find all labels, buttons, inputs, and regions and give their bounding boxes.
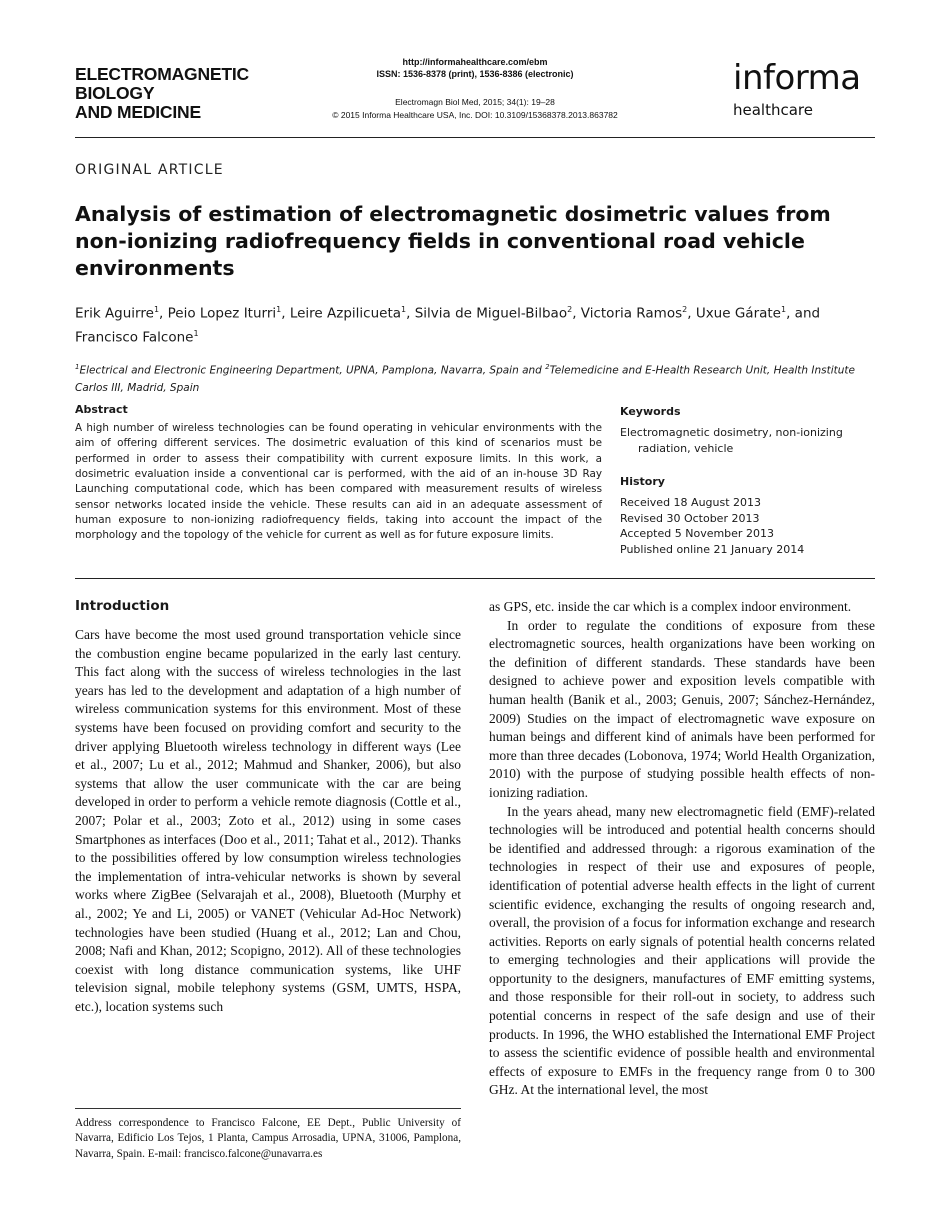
author-list: Erik Aguirre$^1$, Peio Lopez Iturri$^1$, Leire Azpilicueta$^1$, Silvia de Miguel-Bilbao$^2$, Victoria Ramos$^2$, Uxue Gárate$^1$, and Francisco Falcone$^1$ [75, 305, 821, 345]
author-name: Erik Aguirre [75, 305, 154, 322]
history-item: Revised 30 October 2013 [620, 511, 760, 525]
author-name: Uxue Gárate [695, 305, 781, 322]
footnote-divider [75, 1108, 461, 1109]
history-item: Accepted 5 November 2013 [620, 527, 774, 540]
body-paragraph: Cars have become the most used ground transportation vehicle since the combustion engine became popularized in the early last century. This fact along with the success of wireless technologies in the last years has led to the development and adaptation of a high number of wireless communication systems for this environment. Most of these systems have been focused on providing comfort and security to the driver applying Bluetooth wireless technology in different ways (Lee et al., 2007; Lu et al., 2012; Mahmud and Shanker, 2006), but also systems that allow the user communicate with the car are being developed in order to perform a vehicle remote diagnosis (Cottle et al., 2007; Polar et al., 2003; Zoto et al., 2012) using in some cases Smartphones as interfaces (Doo et al., 2011; Tahat et al., 2012). Thanks to the possibilities offered by low consumption wireless technologies the implementation of intra-vehicular networks is shown by several works where ZigBee (Selvarajah et al., 2008), Bluetooth (Murphy et al., 2002; Ye and Li, 2005) or VANET (Vehicular Ad-Hoc Network) technologies have been studied (Huang et al., 2012; Lan and Chou, 2008; Nafi and Khan, 2012; Scopigno, 2012). All of these technologies coexist with long distance communication systems, like UHF television signal, mobile telephony systems (GSM, UMTS, HSPA, etc.), location systems such [75, 627, 461, 1014]
journal-name-line: BIOLOGY [75, 83, 155, 103]
article-type: ORIGINAL ARTICLE [75, 162, 224, 178]
citation: Electromagn Biol Med, 2015; 34(1): 19–28 [395, 97, 555, 107]
author-affiliation-mark: 1 [193, 328, 199, 338]
journal-name [75, 65, 249, 122]
section-heading-introduction: Introduction [75, 598, 170, 614]
affiliation-text: Electrical and Electronic Engineering Department, UPNA, Pamplona, Navarra, Spain and [79, 364, 546, 377]
history-list [620, 495, 875, 557]
affiliations [75, 359, 865, 397]
history-item: Published online 21 January 2014 [620, 542, 805, 556]
body-right-column [489, 598, 875, 1100]
journal-name-line: AND MEDICINE [75, 102, 201, 122]
copyright-doi: © 2015 Informa Healthcare USA, Inc. DOI: 10.3109/15368378.2013.863782 [332, 110, 618, 120]
author-affiliation-mark: 1 [781, 305, 787, 314]
author-name: Victoria Ramos [580, 305, 683, 322]
author-name: Leire Azpilicueta [289, 305, 402, 322]
affiliation-text: Telemedicine and E-Health Research Unit, Health Institute Carlos III, Madrid, Spain [75, 364, 856, 394]
author-name: Silvia de Miguel-Bilbao [414, 305, 568, 322]
article-title: Analysis of estimation of electromagnetic dosimetric values from non-ionizing radiofrequency fields in conventional road vehicle environments [75, 202, 831, 280]
author-affiliation-mark: 1 [276, 305, 282, 314]
affiliation-mark: 2 [545, 363, 550, 371]
journal-url[interactable]: http://informahealthcare.com/ebm [402, 57, 548, 67]
author-affiliation-mark: 2 [682, 305, 688, 314]
abstract-divider [75, 578, 875, 579]
history-heading: History [620, 475, 665, 488]
author-affiliation-mark: 2 [567, 305, 573, 314]
body-paragraph: In order to regulate the conditions of exposure from these electromagnetic sources, health organizations have been working on the definition of different standards. These standards have been designed to achieve power and exposition levels compatible with human health (Banik et al., 2003; Genuis, 2007; Sánchez-Hernández, 2009) Studies on the impact of electromagnetic wave exposure on human beings and different kind of animals have been performed for more than three decades (Lobonova, 1974; World Health Organization, 2010) with the purpose of studying possible health effects of non-ionizing radiation. [489, 617, 875, 800]
body-paragraph: In the years ahead, many new electromagnetic field (EMF)-related technologies will be introduced and potential health concerns should be identified and addressed through: a rigorous examination of the technologies in respect of their use and exposures of people, identification of potential adverse health effects in the light of current scientific evidence, exchanging the results of ongoing research and, overall, the provision of a focus for information exchange and research activities. Reports on early signals of potential health concerns related to emerging technologies and their applications will provide the opportunity to the designers, manufactures of EMF emitting systems, and those responsible for their roll-out in society, to address such potential concerns in respect of the safe design and use of their products. In 1996, the WHO established the International EMF Project to assess the scientific evidence of possible health and environmental effects of exposure to EMFs in the frequency range from 0 to 300 GHz. At the international level, the most [489, 803, 875, 1098]
keywords-list [620, 425, 875, 456]
author-affiliation-mark: 1 [153, 305, 160, 314]
abstract-text: A high number of wireless technologies can be found operating in vehicular environments with the aim of offering different services. The dosimetric evaluation of this kind of scenarios must be performed in order to assess their compatibility with current exposure limits. In this work, a dosimetric evaluation inside a conventional car is performed, with the aid of an in-house 3D Ray Launching computational code, which has been compared with measurement results of wireless sensor networks located inside the vehicle. These results can aid in an adequate assessment of human exposure to non-ionizing radiofrequency fields, taking into account the impact of the morphology and the topology of the vehicle for current as well as for future exposure limits. [75, 422, 602, 542]
author-name: Francisco Falcone [75, 329, 194, 345]
abstract-heading: Abstract [75, 403, 128, 416]
body-paragraph: as GPS, etc. inside the car which is a complex indoor environment. [489, 599, 852, 614]
body-left-column [75, 626, 461, 1016]
keywords-heading: Keywords [620, 405, 681, 418]
publisher-logo-subtitle: healthcare [733, 101, 813, 119]
author-affiliation-mark: 1 [401, 305, 407, 314]
publisher-logo: informa [733, 58, 861, 98]
keywords-line: Electromagnetic dosimetry, non-ionizing [620, 426, 843, 439]
author-name: Peio Lopez Iturri [167, 305, 277, 322]
issn: ISSN: 1536-8378 (print), 1536-8386 (electronic) [376, 69, 574, 79]
journal-name-line: ELECTROMAGNETIC [75, 64, 249, 84]
header-divider [75, 137, 875, 138]
history-item: Received 18 August 2013 [620, 496, 762, 509]
keywords-line: radiation, vehicle [638, 441, 734, 455]
affiliation-mark: 1 [75, 363, 80, 371]
correspondence-footnote: Address correspondence to Francisco Falcone, EE Dept., Public University of Navarra, Edificio Los Tejos, 1 Planta, Campus Arrosadia, UPNA, 31006, Pamplona, Navarra, Spain. E-mail: francisco.falcone@unavarra.es [75, 1117, 461, 1160]
